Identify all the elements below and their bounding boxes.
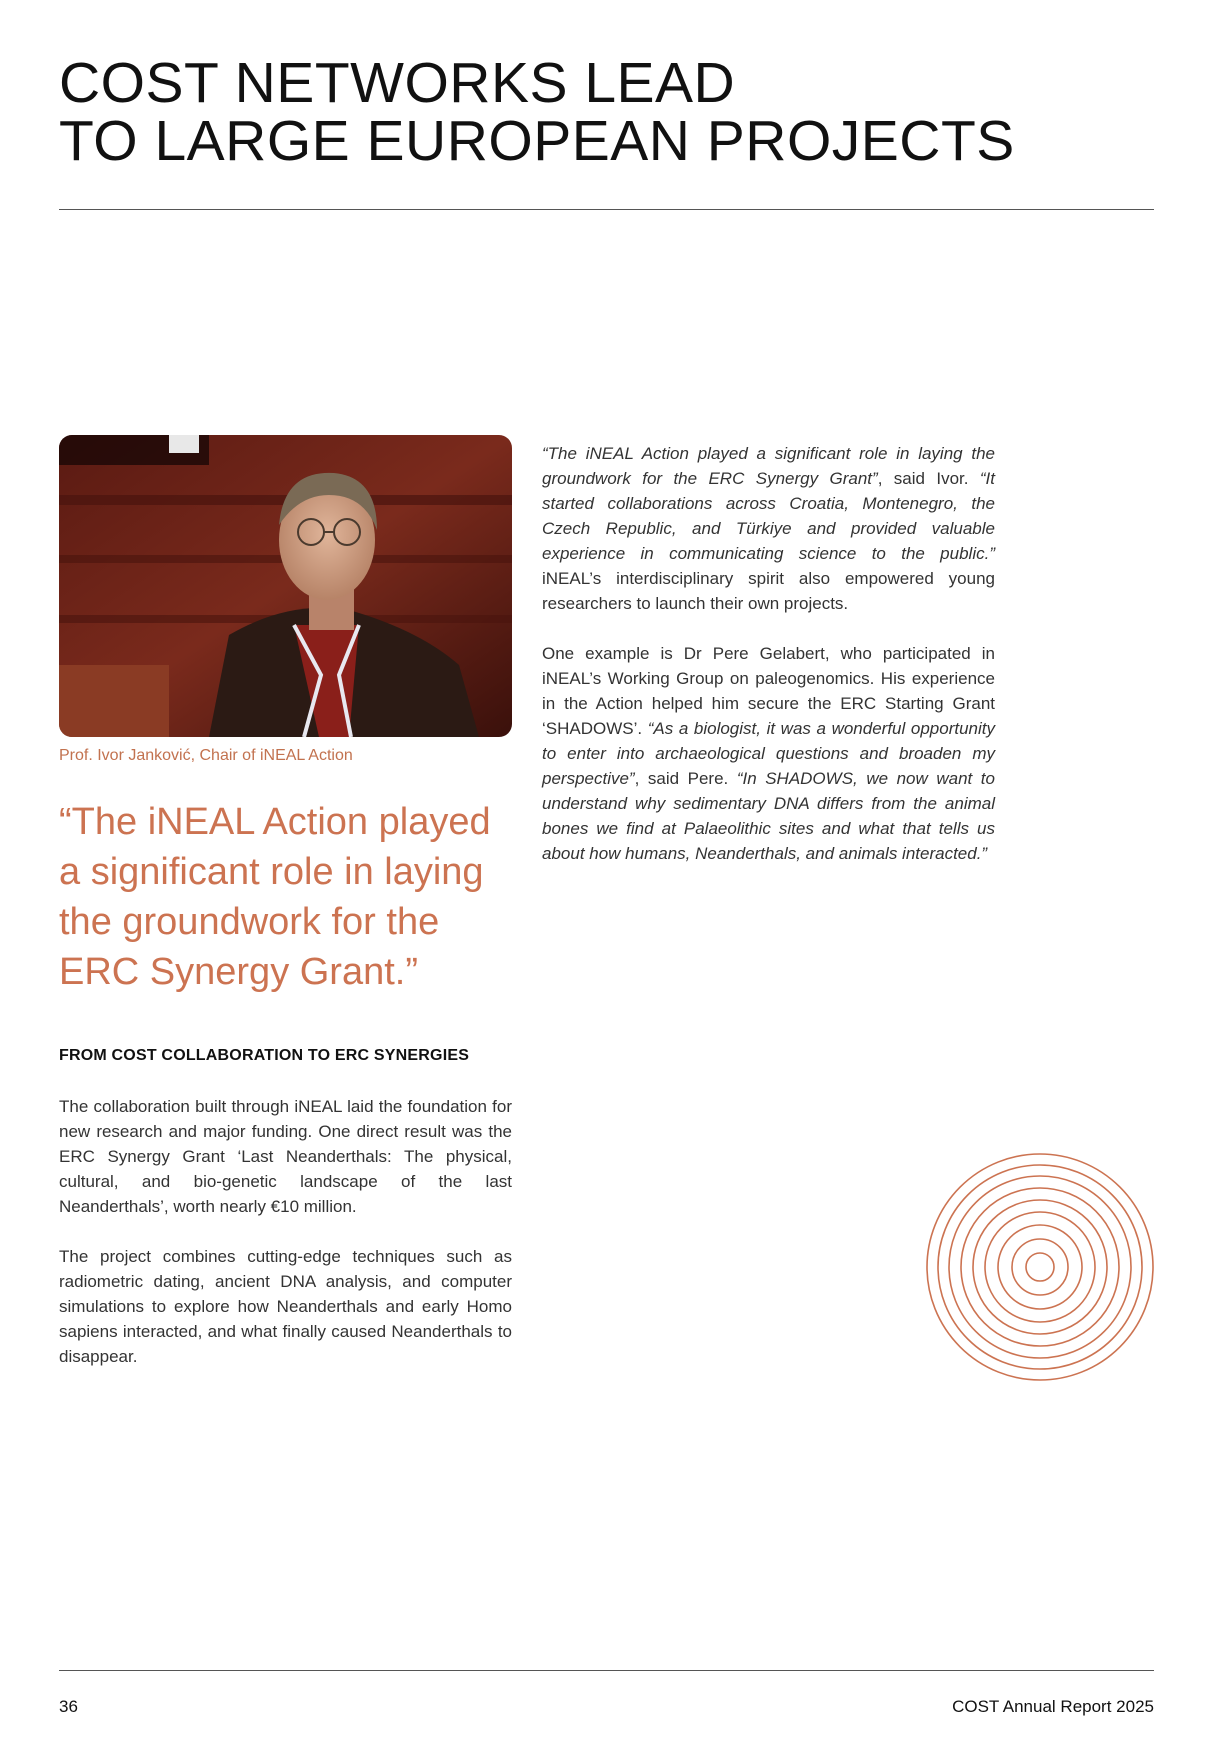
page-title-line-1: COST NETWORKS LEAD <box>59 51 736 115</box>
bottom-divider <box>59 1670 1154 1671</box>
right-paragraph-1-tail: iNEAL’s interdisciplinary spirit also empowered young researchers to launch their own projects. <box>542 569 995 613</box>
ivor-attribution: , said Ivor. <box>877 469 980 488</box>
concentric-circles-icon <box>925 1152 1155 1382</box>
right-body-text <box>542 441 995 891</box>
right-paragraph-1 <box>542 441 995 616</box>
pull-quote: “The iNEAL Action played a significant role in laying the groundwork for the ERC Synergy Grant.” <box>59 801 491 993</box>
left-body-text <box>59 1094 512 1394</box>
portrait-illustration <box>59 435 512 737</box>
photo-caption: Prof. Ivor Janković, Chair of iNEAL Action <box>59 747 353 764</box>
pere-quote-b: “In SHADOWS, we now want to understand why sedimentary DNA differs from the animal bones we find at Palaeolithic sites and what that tells us about how humans, Neanderthals, and animals interacted.” <box>542 769 995 863</box>
page-number: 36 <box>59 1697 78 1716</box>
ivor-quote-a: “The iNEAL Action played a significant role in laying the groundwork for the ERC Synergy Grant” <box>542 444 995 488</box>
pere-quote-a: “As a biologist, it was a wonderful opportunity to enter into archaeological questions and broaden my perspective” <box>542 719 995 788</box>
ivor-quote-b: “It started collaborations across Croatia, Montenegro, the Czech Republic, and Türkiye and provided valuable experience in communicating science to the public.” <box>542 469 995 563</box>
left-paragraph: The collaboration built through iNEAL laid the foundation for new research and major funding. One direct result was the ERC Synergy Grant ‘Last Neanderthals: The physical, cultural, and bio-genetic landscape of the last Neanderthals’, worth nearly €10 million. <box>59 1097 512 1216</box>
left-paragraph: The project combines cutting-edge techniques such as radiometric dating, ancient DNA analysis, and computer simulations to explore how Neanderthals and early Homo sapiens interacted, and what finally caused Neanderthals to disappear. <box>59 1247 512 1366</box>
section-heading: FROM COST COLLABORATION TO ERC SYNERGIES <box>59 1047 470 1064</box>
right-paragraph-2 <box>542 641 995 866</box>
portrait-photo <box>59 435 512 737</box>
page-title <box>59 51 1159 173</box>
pere-attribution: , said Pere. <box>634 769 737 788</box>
footer-report-title: COST Annual Report 2025 <box>952 1697 1154 1716</box>
page-title-line-2: TO LARGE EUROPEAN PROJECTS <box>59 109 1015 173</box>
top-divider <box>59 209 1154 210</box>
right-paragraph-2-lead: One example is Dr Pere Gelabert, who participated in iNEAL’s Working Group on paleogenomics. His experience in the Action helped him secure the ERC Starting Grant ‘SHADOWS’. <box>542 644 995 738</box>
